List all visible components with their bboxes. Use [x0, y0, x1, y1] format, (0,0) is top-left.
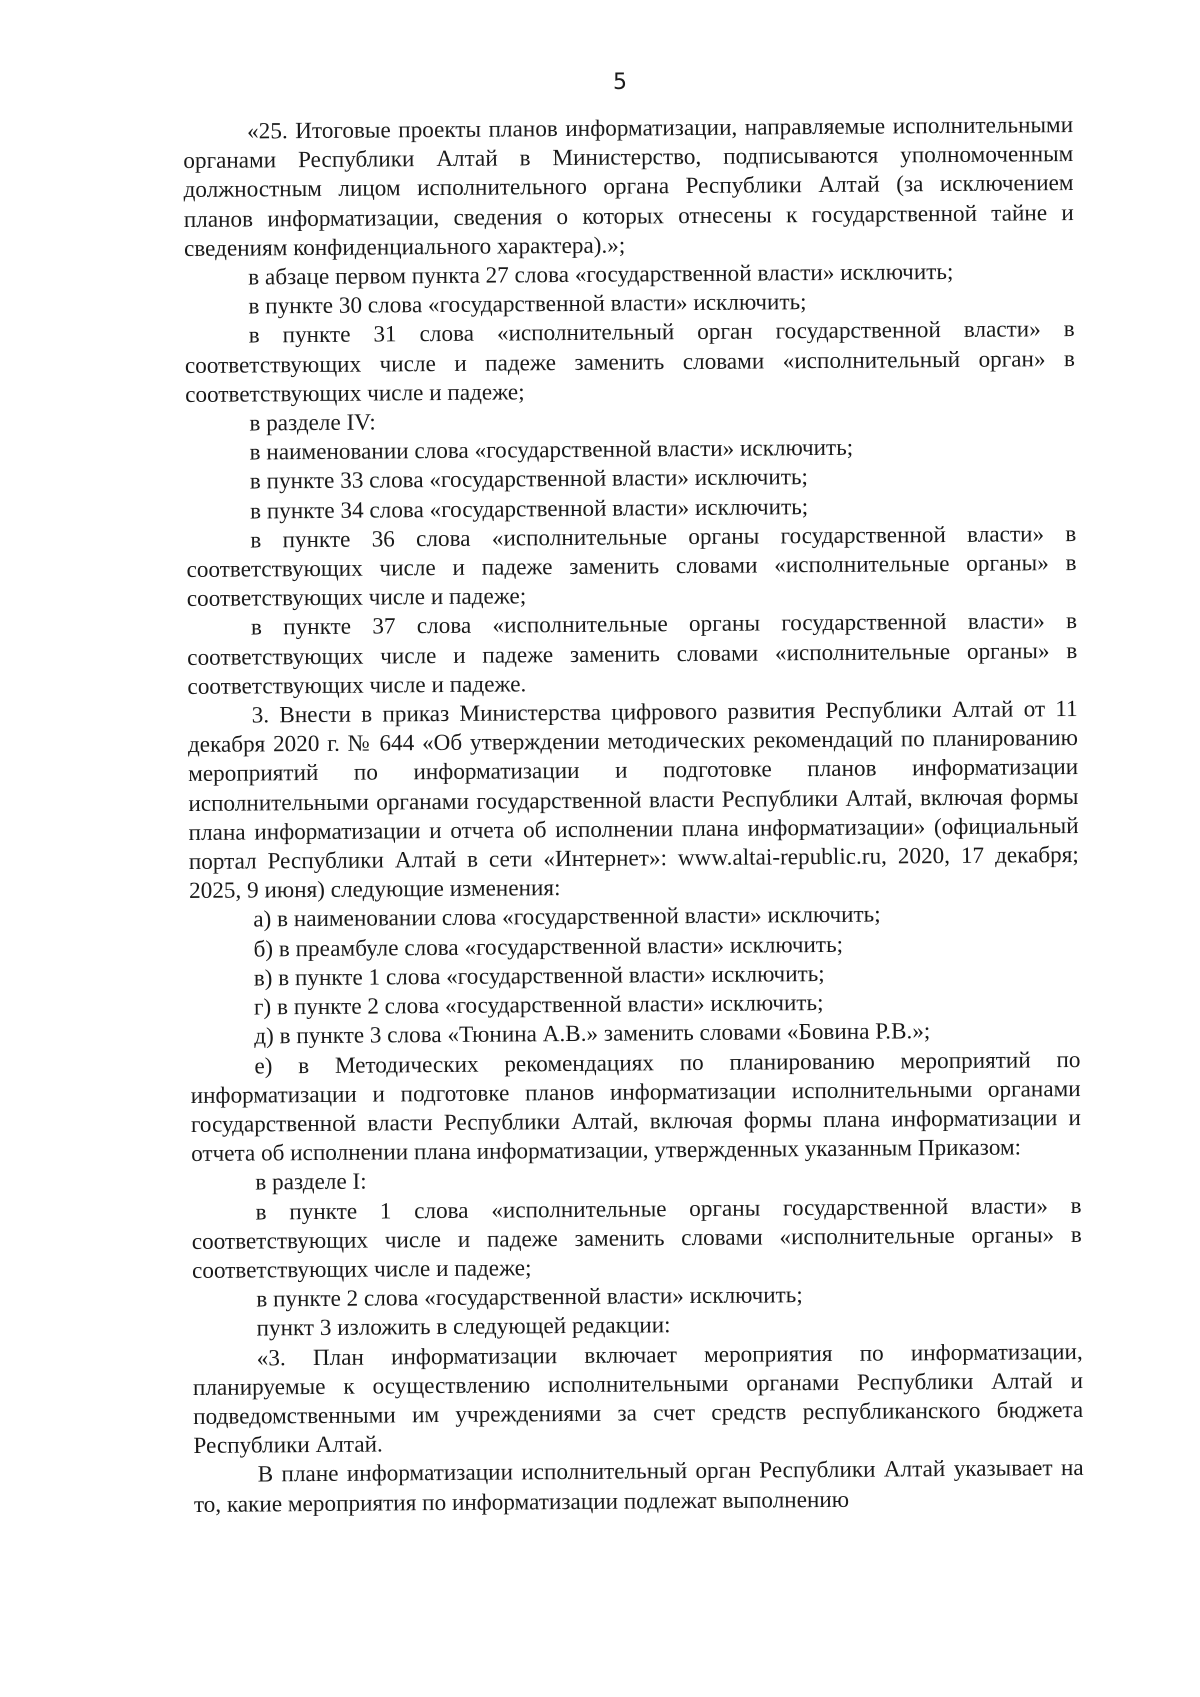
paragraph-section-iv: в разделе IV: — [249, 409, 376, 437]
paragraph-item-31: в пункте 31 слова «исполнительный орган государственной власти» в соответствующих числе и падеже заменить словами «исполнительный орган» в соответствующих числе и падеже; — [184, 316, 1076, 408]
paragraph-item-37: в пункте 37 слова «исполнительные органы государственной власти» в соответствующих числе и падеже заменить словами «исполнительные органы» в соответствующих числе и падеже. — [187, 608, 1078, 700]
paragraph-sub-d: д) в пункте 3 слова «Тюнина А.В.» заменить словами «Бовина Р.В.»; — [254, 1018, 931, 1050]
paragraph-item-36: в пункте 36 слова «исполнительные органы государственной власти» в соответствующих числе и падеже заменить словами «исполнительные органы» в соответствующих числе и падеже; — [186, 520, 1077, 613]
paragraph-point-3-text: «3. План информатизации включает мероприятия по информатизации, планируемые к осуществлению исполнительными органами Республики Алтай и подведомственными им учреждениями за счет средств республиканского бюджета Республики Алтай. — [192, 1338, 1084, 1460]
paragraph-item-34: в пункте 34 слова «государственной власти» исключить; — [249, 493, 809, 525]
paragraph-section-iv-title: в наименовании слова «государственной власти» исключить; — [249, 434, 854, 466]
paragraph-item-27: в абзаце первом пункта 27 слова «государственной власти» исключить; — [248, 258, 954, 291]
document-body — [183, 111, 1084, 1520]
paragraph-point-1: в пункте 1 слова «исполнительные органы государственной власти» в соответствующих числе и падеже заменить словами «исполнительные органы» в соответствующих числе и падеже; — [191, 1192, 1082, 1284]
paragraph-sub-a: а) в наименовании слова «государственной власти» исключить; — [253, 902, 881, 933]
paragraph-plan-text: В плане информатизации исполнительный орган Республики Алтай указывает на то, какие мероприятия по информатизации подлежат выполнению — [193, 1455, 1084, 1518]
paragraph-point-3-intro: пункт 3 изложить в следующей редакции: — [256, 1312, 671, 1342]
paragraph-point-2: в пункте 2 слова «государственной власти» исключить; — [256, 1282, 803, 1313]
paragraph-section-i: в разделе I: — [255, 1168, 367, 1196]
page-number: 5 — [613, 70, 627, 95]
paragraph-sub-e: е) в Методических рекомендациях по планированию мероприятий по информатизации и подготовке планов информатизации исполнительными органами государственной власти Республики Алтай, включая формы плана информатизации и отчета об исполнении плана информатизации, утвержденных указанным Приказом: — [190, 1046, 1081, 1168]
paragraph-25: «25. Итоговые проекты планов информатизации, направляемые исполнительными органами Республики Алтай в Министерство, подписываются уполномоченным должностным лицом исполнительного органа Республики Алтай (за исключением планов информатизации, сведения о которых отнесены к государственной тайне и сведениям конфиденциального характера).»; — [183, 112, 1074, 262]
paragraph-clause-3: 3. Внести в приказ Министерства цифрового развития Республики Алтай от 11 декабря 2020 г. № 644 «Об утверждении методических рекомендаций по планированию мероприятий по информатизации и подготовке планов информатизации исполнительными органами государственной власти Республики Алтай, включая формы плана информатизации и отчета об исполнении плана информатизации» (официальный портал Республики Алтай в сети «Интернет»: www.altai-republic.ru, 2020, 17 декабря; 2025, 9 июня) следующие изменения: — [187, 696, 1079, 905]
paragraph-item-33: в пункте 33 слова «государственной власти» исключить; — [249, 464, 809, 495]
paragraph-item-30: в пункте 30 слова «государственной власти» исключить; — [248, 289, 807, 320]
paragraph-sub-b: б) в преамбуле слова «государственной власти» исключить; — [253, 931, 844, 963]
paragraph-sub-g: г) в пункте 2 слова «государственной власти» исключить; — [253, 990, 824, 1021]
paragraph-sub-v: в) в пункте 1 слова «государственной власти» исключить; — [253, 960, 825, 992]
